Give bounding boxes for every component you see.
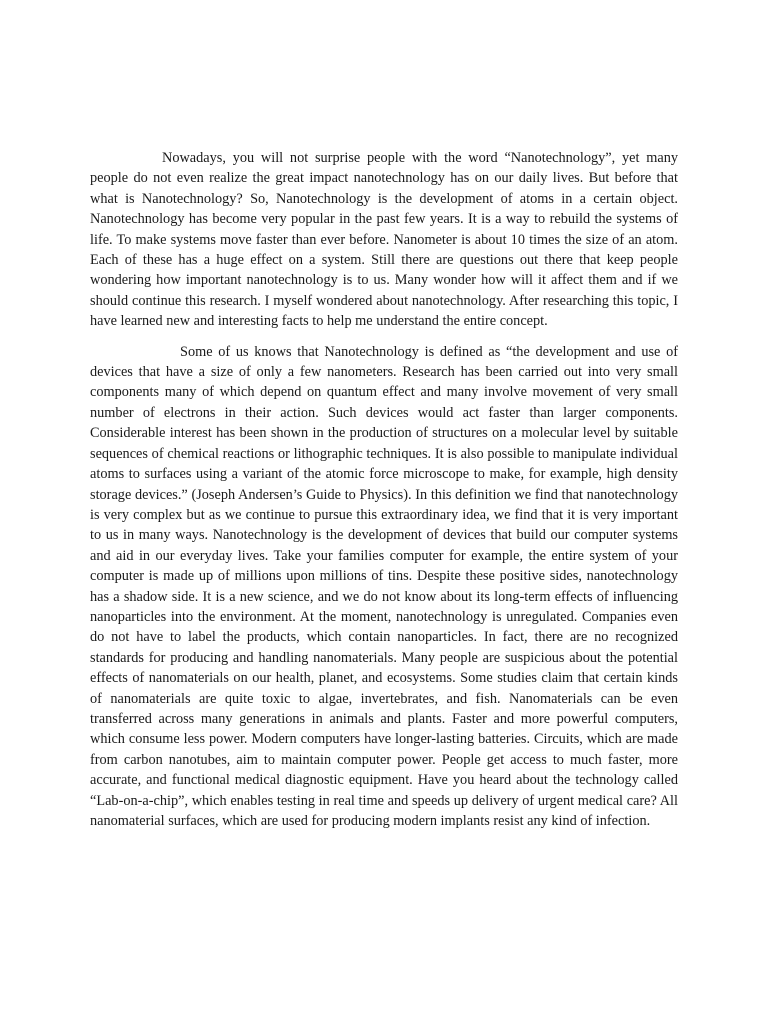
- document-page: [90, 148, 678, 831]
- paragraph-introduction: Nowadays, you will not surprise people with the word “Nanotechnology”, yet many people do not even realize the great impact nanotechnology has on our daily lives. But before that what is Nanotechnology? So, Nanotechnology is the development of atoms in a certain object. Nanotechnology has become very popular in the past few years. It is a way to rebuild the systems of life. To make systems move faster than ever before. Nanometer is about 10 times the size of an atom. Each of these has a huge effect on a system. Still there are questions out there that keep people wondering how important nanotechnology is to us. Many wonder how will it affect them and if we should continue this research. I myself wondered about nanotechnology. After researching this topic, I have learned new and interesting facts to help me understand the entire concept.: [90, 150, 678, 330]
- paragraph-body: Some of us knows that Nanotechnology is defined as “the development and use of devices that have a size of only a few nanometers. Research has been carried out into very small components many of which depend on quantum effect and many involve movement of very small number of electrons in their action. Such devices would act faster than larger components. Considerable interest has been shown in the production of structures on a molecular level by suitable sequences of chemical reactions or lithographic techniques. It is also possible to manipulate individual atoms to surfaces using a variant of the atomic force microscope to make, for example, high density storage devices.” (Joseph Andersen’s Guide to Physics). In this definition we find that nanotechnology is very complex but as we continue to pursue this extraordinary idea, we find that it is very important to us in many ways. Nanotechnology is the development of devices that build our computer systems and aid in our everyday lives. Take your families computer for example, the entire system of your computer is made up of millions upon millions of tins. Despite these positive sides, nanotechnology has a shadow side. It is a new science, and we do not know about its long-term effects of influencing nanoparticles into the environment. At the moment, nanotechnology is unregulated. Companies even do not have to label the products, which contain nanoparticles. In fact, there are no recognized standards for producing and handling nanomaterials. Many people are suspicious about the potential effects of nanomaterials on our health, planet, and ecosystems. Some studies claim that certain kinds of nanomaterials are quite toxic to algae, invertebrates, and fish. Nanomaterials can be even transferred across many generations in animals and plants. Faster and more powerful computers, which consume less power. Modern computers have longer-lasting batteries. Circuits, which are made from carbon nanotubes, aim to maintain computer power. People get access to much faster, more accurate, and functional medical diagnostic equipment. Have you heard about the technology called “Lab-on-a-chip”, which enables testing in real time and speeds up delivery of urgent medical care? All nanomaterial surfaces, which are used for producing modern implants resist any kind of infection.: [90, 343, 678, 829]
